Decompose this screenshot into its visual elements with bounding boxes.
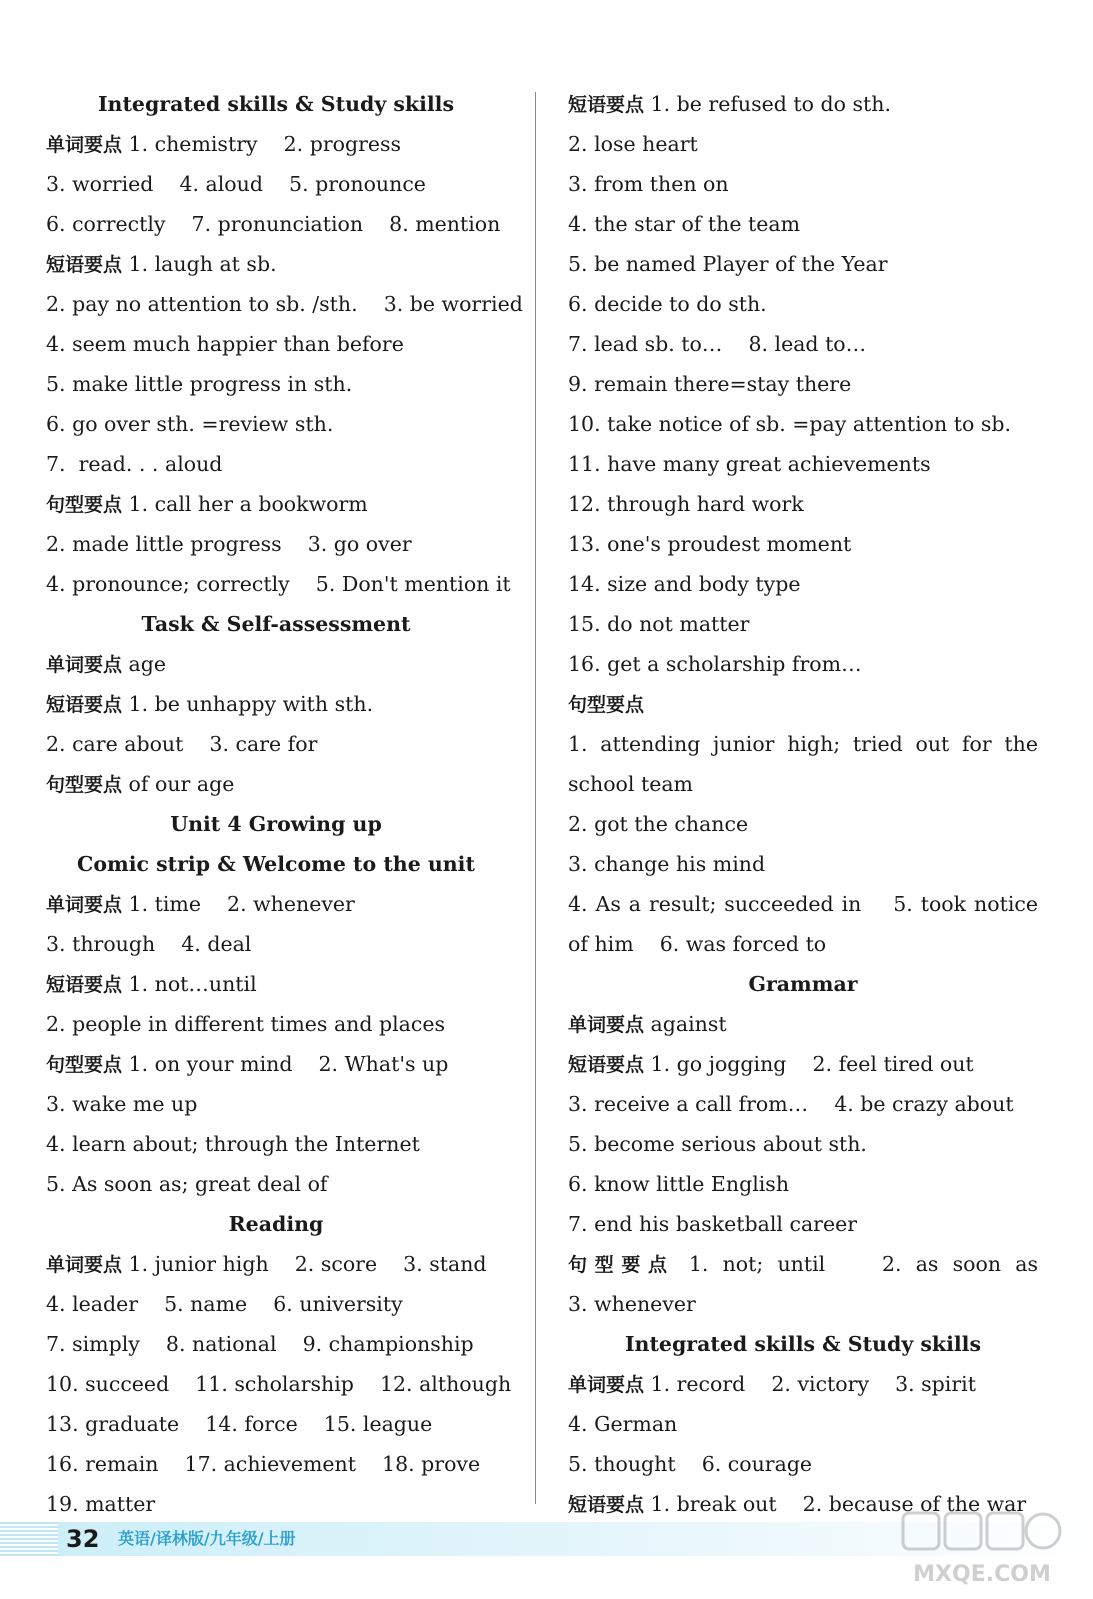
key-point-tag: 短语要点 <box>46 974 123 996</box>
answer-text: 14. size and body type <box>568 572 801 596</box>
watermark-logo <box>897 1509 1067 1589</box>
answer-line <box>568 244 1038 284</box>
answer-line <box>568 1084 1038 1124</box>
answer-text: 2. care about 3. care for <box>46 732 318 756</box>
key-point-line <box>568 684 1038 724</box>
section-heading: Reading <box>228 1212 324 1236</box>
answer-line <box>568 404 1038 444</box>
answer-line <box>46 724 506 764</box>
answer-line <box>46 1164 506 1204</box>
answer-text: 1. not; until 2. as soon as <box>688 1252 1038 1276</box>
answer-text: 1. on your mind 2. What's up <box>128 1052 449 1076</box>
answer-text: 6. correctly 7. pronunciation 8. mention <box>46 212 501 236</box>
key-point-line <box>46 484 506 524</box>
page-number: 32 <box>66 1525 100 1553</box>
answer-text: 11. have many great achievements <box>568 452 931 476</box>
answer-line <box>568 764 1038 804</box>
section-heading: Comic strip & Welcome to the unit <box>77 852 475 876</box>
answer-text: 1. chemistry 2. progress <box>128 132 402 156</box>
key-point-line <box>46 684 506 724</box>
answer-text: 4. the star of the team <box>568 212 801 236</box>
key-point-tag: 单词要点 <box>568 1374 645 1396</box>
answer-text: 19. matter <box>46 1492 156 1516</box>
answer-line <box>568 644 1038 684</box>
answer-text: 1. break out 2. because of the war <box>650 1492 1027 1516</box>
answer-line <box>568 804 1038 844</box>
answer-line <box>46 1444 506 1484</box>
answer-text: 1. call her a bookworm <box>128 492 368 516</box>
answer-text: 3. change his mind <box>568 852 766 876</box>
key-point-tag: 单词要点 <box>46 134 123 156</box>
answer-line <box>568 884 1038 924</box>
answer-text: 1. be refused to do sth. <box>650 92 891 116</box>
answer-text: age <box>128 652 167 676</box>
answer-text: 13. graduate 14. force 15. league <box>46 1412 433 1436</box>
left-column <box>46 84 523 1524</box>
key-point-tag: 单词要点 <box>46 1254 123 1276</box>
answer-text: 3. wake me up <box>46 1092 198 1116</box>
section-heading: Grammar <box>748 972 858 996</box>
answer-text: 16. get a scholarship from… <box>568 652 862 676</box>
answer-text: 3. whenever <box>568 1292 696 1316</box>
answer-line <box>568 564 1038 604</box>
answer-text: 13. one's proudest moment <box>568 532 852 556</box>
key-point-line <box>46 964 506 1004</box>
key-point-line <box>568 1044 1038 1084</box>
answer-text: 3. worried 4. aloud 5. pronounce <box>46 172 426 196</box>
answer-line <box>568 604 1038 644</box>
answer-text: of him 6. was forced to <box>568 932 827 956</box>
book-info: 英语/译林版/九年级/上册 <box>118 1529 296 1548</box>
watermark-text: MXQE.COM <box>913 1562 1051 1587</box>
answer-line <box>568 164 1038 204</box>
answer-text: 1. go jogging 2. feel tired out <box>650 1052 974 1076</box>
answer-line <box>46 924 506 964</box>
answer-text: 16. remain 17. achievement 18. prove <box>46 1452 481 1476</box>
answer-text: 2. pay no attention to sb. /sth. 3. be worried <box>46 292 523 316</box>
key-point-line <box>568 1364 1038 1404</box>
answer-text: 1. junior high 2. score 3. stand <box>128 1252 487 1276</box>
key-point-tag: 单词要点 <box>46 894 123 916</box>
answer-text: 2. people in different times and places <box>46 1012 446 1036</box>
key-point-line <box>46 644 506 684</box>
answer-text: 6. know little English <box>568 1172 790 1196</box>
answer-text: against <box>650 1012 727 1036</box>
answer-line <box>568 1204 1038 1244</box>
key-point-line <box>46 884 506 924</box>
answer-text: 6. go over sth. =review sth. <box>46 412 334 436</box>
answer-line <box>46 444 506 484</box>
answer-text: 2. made little progress 3. go over <box>46 532 412 556</box>
answer-text: 1. laugh at sb. <box>128 252 277 276</box>
footer-stripes <box>0 1522 58 1556</box>
answer-text: 7. lead sb. to… 8. lead to… <box>568 332 867 356</box>
answer-text: 12. through hard work <box>568 492 804 516</box>
answer-text: 15. do not matter <box>568 612 750 636</box>
section-heading: Unit 4 Growing up <box>170 812 382 836</box>
key-point-tag: 句型要点 <box>568 1254 675 1276</box>
key-point-tag: 句型要点 <box>46 1054 123 1076</box>
answer-line <box>568 204 1038 244</box>
key-point-line <box>568 1004 1038 1044</box>
key-point-tag: 短语要点 <box>46 254 123 276</box>
answer-text: 10. take notice of sb. =pay attention to sb. <box>568 412 1012 436</box>
answer-text: 4. German <box>568 1412 678 1436</box>
key-point-line <box>46 1044 506 1084</box>
key-point-tag: 句型要点 <box>568 694 645 716</box>
answer-line <box>568 844 1038 884</box>
answer-text: school team <box>568 772 693 796</box>
answer-line <box>568 724 1038 764</box>
key-point-tag: 短语要点 <box>568 1054 645 1076</box>
answer-text: 3. through 4. deal <box>46 932 252 956</box>
answer-text: 5. make little progress in sth. <box>46 372 353 396</box>
answer-text: 4. learn about; through the Internet <box>46 1132 420 1156</box>
answer-line <box>46 1004 506 1044</box>
key-point-line <box>568 84 1038 124</box>
key-point-tag: 单词要点 <box>46 654 123 676</box>
answer-line <box>46 1364 512 1404</box>
answer-text: 6. decide to do sth. <box>568 292 767 316</box>
key-point-tag: 短语要点 <box>568 94 645 116</box>
answer-text: 4. As a result; succeeded in 5. took notice <box>568 892 1038 916</box>
answer-line <box>46 404 506 444</box>
answer-line <box>46 1084 506 1124</box>
section-heading: Integrated skills & Study skills <box>97 92 455 116</box>
answer-line <box>46 1324 506 1364</box>
answer-text: 7. simply 8. national 9. championship <box>46 1332 474 1356</box>
answer-line <box>46 564 511 604</box>
answer-line <box>568 1124 1038 1164</box>
column-divider <box>535 92 536 1504</box>
answer-text: 5. become serious about sth. <box>568 1132 867 1156</box>
answer-text: 5. be named Player of the Year <box>568 252 888 276</box>
answer-text: of our age <box>128 772 235 796</box>
key-point-tag: 短语要点 <box>46 694 123 716</box>
key-point-line <box>568 1244 1038 1284</box>
answer-text: 5. thought 6. courage <box>568 1452 813 1476</box>
answer-text: 3. from then on <box>568 172 729 196</box>
answer-line <box>568 124 1038 164</box>
section-heading: Task & Self-assessment <box>141 612 411 636</box>
answer-text: 9. remain there=stay there <box>568 372 852 396</box>
answer-text: 1. record 2. victory 3. spirit <box>650 1372 976 1396</box>
answer-text: 2. lose heart <box>568 132 698 156</box>
answer-line <box>568 364 1038 404</box>
key-point-line <box>46 1244 506 1284</box>
answer-line <box>46 1124 506 1164</box>
answer-line <box>568 1164 1038 1204</box>
answer-line <box>568 924 1038 964</box>
answer-line <box>46 324 506 364</box>
answer-text: 2. got the chance <box>568 812 749 836</box>
answer-line <box>46 1404 506 1444</box>
answer-text: 10. succeed 11. scholarship 12. although <box>46 1372 512 1396</box>
answer-line <box>46 364 506 404</box>
answer-line <box>568 1444 1038 1484</box>
section-heading: Integrated skills & Study skills <box>624 1332 982 1356</box>
answer-text: 1. be unhappy with sth. <box>128 692 374 716</box>
answer-text: 7. end his basketball career <box>568 1212 858 1236</box>
key-point-tag: 句型要点 <box>46 774 123 796</box>
answer-text: 3. receive a call from… 4. be crazy about <box>568 1092 1014 1116</box>
answer-line <box>46 284 523 324</box>
key-point-tag: 短语要点 <box>568 1494 645 1516</box>
key-point-line <box>46 244 506 284</box>
answer-line <box>568 284 1038 324</box>
answer-text: 4. pronounce; correctly 5. Don't mention it <box>46 572 511 596</box>
answer-line <box>568 1404 1038 1444</box>
answer-text: 5. As soon as; great deal of <box>46 1172 328 1196</box>
answer-line <box>568 484 1038 524</box>
answer-text: 1. attending junior high; tried out for the <box>568 732 1038 756</box>
answer-line <box>46 164 506 204</box>
answer-line <box>46 1284 506 1324</box>
answer-line <box>568 524 1038 564</box>
answer-line <box>46 524 506 564</box>
answer-text: 4. seem much happier than before <box>46 332 404 356</box>
key-point-line <box>46 764 506 804</box>
answer-text: 7. read. . . aloud <box>46 452 223 476</box>
answer-line <box>46 204 506 244</box>
answer-text: 4. leader 5. name 6. university <box>46 1292 403 1316</box>
right-column <box>568 84 1038 1524</box>
answer-line <box>568 444 1038 484</box>
key-point-tag: 单词要点 <box>568 1014 645 1036</box>
answer-line <box>568 1284 1038 1324</box>
answer-line <box>568 324 1038 364</box>
answer-text: 1. not…until <box>128 972 257 996</box>
key-point-tag: 句型要点 <box>46 494 123 516</box>
answer-text: 1. time 2. whenever <box>128 892 355 916</box>
key-point-line <box>46 124 506 164</box>
